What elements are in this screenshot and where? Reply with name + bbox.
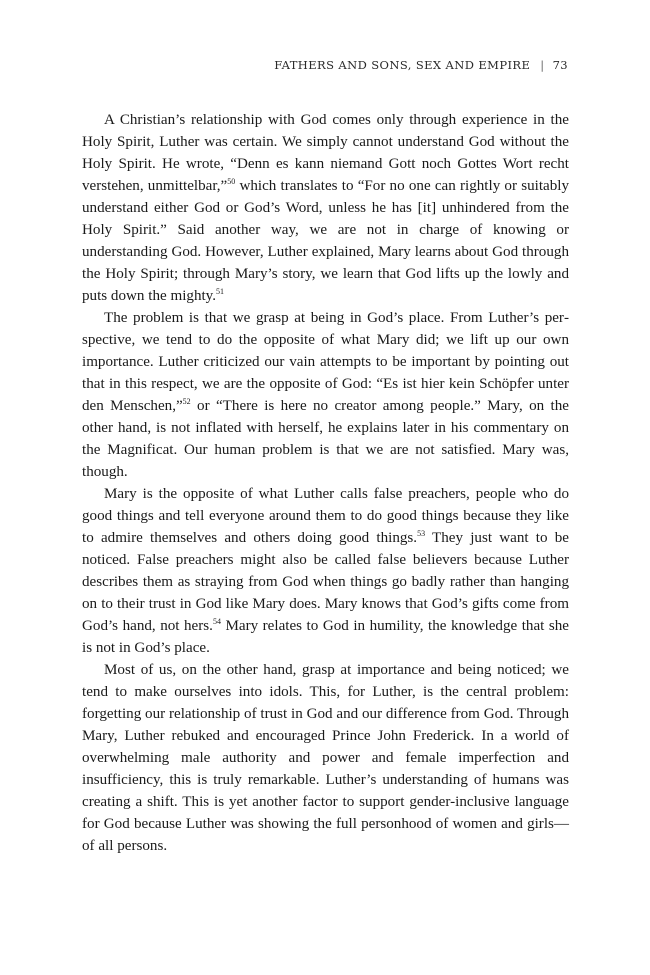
footnote-ref: 54 (212, 617, 221, 626)
paragraph (82, 659, 569, 857)
paragraph (82, 307, 569, 483)
page-number: 73 (552, 58, 568, 72)
text-run: Mary relates to God in humility, the knowledge that she is not in God’s place. (82, 618, 570, 656)
paragraph (82, 483, 569, 659)
text-run: A Christian’s relationship with God comes only through experience in the Holy Spirit, Luther was certain. We simply cannot understand God without the Holy Spirit. He wrote, “Denn es kann niemand Gott noch Gottes Wort recht verstehen, unmittelbar,” (82, 112, 569, 194)
text-run: The problem is that we grasp at being in God’s place. From Luther’s perspective, we tend to do the opposite of what Mary did; we lift up our own importance. Luther criticized our vain attempts to be important by pointing out that in this respect, we are the opposite of God: “Es ist hier kein Schöpfer unter den Menschen,” (82, 310, 569, 414)
text-run: which translates to “For no one can rightly or suitably understand either God or God’s Word, unless he has [it] unhindered from the Holy Spirit.” Said another way, we are not in charge of knowing or understanding God. However, Luther explained, Mary learns about God through the Holy Spirit; through Mary’s story, we learn that God lifts up the lowly and puts down the mighty. (82, 178, 570, 304)
running-head (274, 58, 568, 72)
text-run: Mary is the opposite of what Luther calls false preachers, people who do good things and tell everyone around them to do good things because they like to admire themselves and others doing good things. (82, 486, 569, 546)
running-head-separator: | (540, 58, 545, 72)
text-run: Most of us, on the other hand, grasp at importance and being noticed; we tend to make ourselves into idols. This, for Luther, is the central problem: forgetting our relationship of trust in God and our difference from God. Through Mary, Luther rebuked and encouraged Prince John Frederick. In a world of overwhelming male authority and power and female imperfection and insufficiency, this is truly remarkable. Luther’s understanding of humans was creating a shift. This is yet another factor to support gender-inclusive language for God because Luther was showing the full personhood of women and girls—of all persons. (82, 662, 569, 854)
paragraph (82, 109, 569, 307)
footnote-ref: 51 (216, 287, 225, 296)
footnote-ref: 53 (417, 529, 426, 538)
footnote-ref: 52 (182, 397, 191, 406)
text-run: They just want to be noticed. False preachers might also be called false believers because Luther describes them as straying from God when things go badly rather than hanging on to their trust in God like Mary does. Mary knows that God’s gifts come from God’s hand, not hers. (82, 530, 569, 634)
footnote-ref: 50 (227, 177, 236, 186)
running-head-title: FATHERS AND SONS, SEX AND EMPIRE (274, 58, 531, 72)
text-run: or “There is here no creator among people.” Mary, on the other hand, is not inflated with herself, he explains later in his commentary on the Magnificat. Our human problem is that we are not satisfied. Mary was, though. (82, 398, 569, 480)
body-text (82, 109, 569, 857)
